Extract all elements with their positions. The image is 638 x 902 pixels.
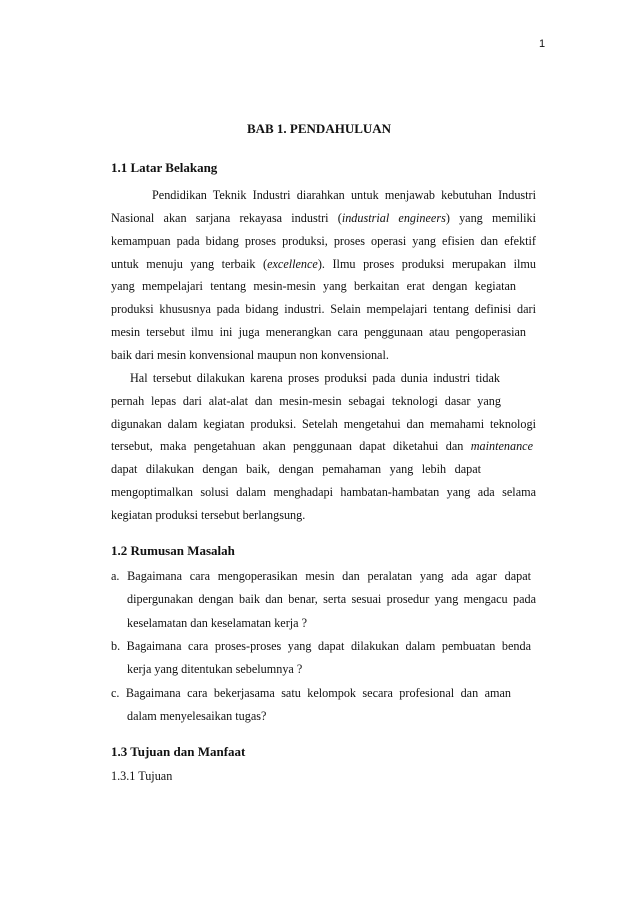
section-1-2-line: dipergunakan dengan baik dan benar, serta sesuai prosedur yang mengacu pada <box>127 592 536 606</box>
section-1-1-line: pernah lepas dari alat-alat dan mesin-mesin sebagai teknologi dasar yang <box>111 394 501 408</box>
section-1-1-line: untuk menuju yang terbaik (excellence). Ilmu proses produksi merupakan ilmu <box>111 257 536 271</box>
section-1-1-line: Nasional akan sarjana rekayasa industri (industrial engineers) yang memiliki <box>111 211 536 225</box>
chapter-title: BAB 1. PENDAHULUAN <box>246 121 392 136</box>
section-1-1-line: kegiatan produksi tersebut berlangsung. <box>111 508 306 522</box>
section-1-1-line: Hal tersebut dilakukan karena proses produksi pada dunia industri tidak <box>130 371 500 385</box>
section-1-2-line: keselamatan dan keselamatan kerja ? <box>127 616 308 630</box>
section-1-1-line: yang mempelajari tentang mesin-mesin yang berkaitan erat dengan kegiatan <box>111 279 516 293</box>
section-1-1-line: mesin tersebut ilmu ini juga menerangkan cara penggunaan atau pengoperasian <box>111 325 526 339</box>
section-1-2-line: a. Bagaimana cara mengoperasikan mesin dan peralatan yang ada agar dapat <box>111 569 531 583</box>
section-heading-1-3: 1.3 Tujuan dan Manfaat <box>111 744 246 759</box>
subsection-heading-1-3-1: 1.3.1 Tujuan <box>111 769 173 783</box>
section-1-1-line: tersebut, maka pengetahuan akan penggunaan dapat diketahui dan maintenance <box>111 439 533 453</box>
section-1-2-line: dalam menyelesaikan tugas? <box>127 709 267 723</box>
section-1-2-line: kerja yang ditentukan sebelumnya ? <box>127 662 303 676</box>
section-heading-1-2: 1.2 Rumusan Masalah <box>111 543 235 558</box>
section-1-1-line: dapat dilakukan dengan baik, dengan pemahaman yang lebih dapat <box>111 462 481 476</box>
section-heading-1-1: 1.1 Latar Belakang <box>111 160 218 175</box>
section-1-1-line: mengoptimalkan solusi dalam menghadapi hambatan-hambatan yang ada selama <box>111 485 536 499</box>
section-1-1-line: Pendidikan Teknik Industri diarahkan untuk menjawab kebutuhan Industri <box>152 188 536 202</box>
page-number: 1 <box>539 38 546 50</box>
section-1-2-line: c. Bagaimana cara bekerjasama satu kelompok secara profesional dan aman <box>111 686 511 700</box>
section-1-1-line: produksi khususnya pada bidang industri. Selain mempelajari tentang definisi dari <box>111 302 536 316</box>
section-1-1-line: digunakan dalam kegiatan produksi. Setelah mengetahui dan memahami teknologi <box>111 417 536 431</box>
section-1-2-line: b. Bagaimana cara proses-proses yang dapat dilakukan dalam pembuatan benda <box>111 639 531 653</box>
section-1-1-line: baik dari mesin konvensional maupun non konvensional. <box>111 348 389 362</box>
section-1-1-line: kemampuan pada bidang proses produksi, proses operasi yang efisien dan efektif <box>111 234 536 248</box>
